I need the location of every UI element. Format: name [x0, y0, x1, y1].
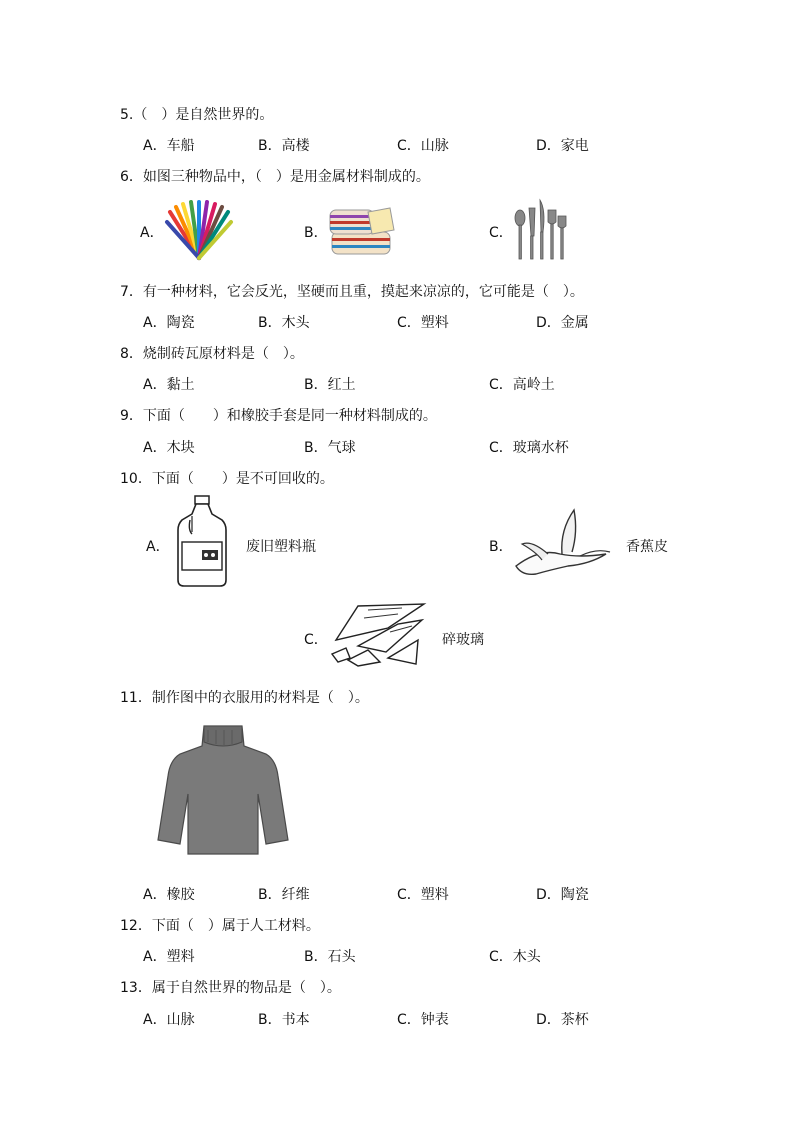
sweater-image: [154, 724, 292, 858]
plastic-bottle-image: [176, 494, 228, 590]
question-8-stem: 8．烧制砖瓦原材料是（ ）。: [120, 346, 304, 362]
q10-option-c[interactable]: C．: [304, 632, 328, 648]
question-11-stem: 11．制作图中的衣服用的材料是（ ）。: [120, 690, 369, 706]
q8-option-c[interactable]: C．高岭土: [489, 377, 555, 393]
broken-glass-image: [328, 600, 428, 670]
q7-option-a[interactable]: A．陶瓷: [143, 315, 195, 331]
q10-caption-c: 碎玻璃: [442, 632, 484, 648]
q6-option-a[interactable]: A．: [140, 225, 164, 241]
question-7-stem: 7．有一种材料，它会反光，坚硬而且重，摸起来凉凉的，它可能是（ ）。: [120, 284, 584, 300]
colored-pencils-image: [164, 200, 234, 262]
q10-option-a[interactable]: A．: [146, 539, 170, 555]
q12-option-c[interactable]: C．木头: [489, 949, 541, 965]
q13-option-a[interactable]: A．山脉: [143, 1012, 195, 1028]
q11-option-d[interactable]: D．陶瓷: [536, 887, 589, 903]
q7-option-d[interactable]: D．金属: [536, 315, 589, 331]
q10-caption-b: 香蕉皮: [626, 539, 668, 555]
q5-option-d[interactable]: D．家电: [536, 138, 589, 154]
q6-option-c[interactable]: C．: [489, 225, 513, 241]
q5-option-c[interactable]: C．山脉: [397, 138, 449, 154]
q12-option-a[interactable]: A．塑料: [143, 949, 195, 965]
q11-option-a[interactable]: A．橡胶: [143, 887, 195, 903]
q11-option-c[interactable]: C．塑料: [397, 887, 449, 903]
q5-option-a[interactable]: A．车船: [143, 138, 195, 154]
q10-caption-a: 废旧塑料瓶: [246, 539, 316, 555]
question-12-stem: 12．下面（ ）属于人工材料。: [120, 918, 320, 934]
question-6-stem: 6．如图三种物品中，（ ）是用金属材料制成的。: [120, 169, 430, 185]
q11-option-b[interactable]: B．纤维: [258, 887, 310, 903]
q6-option-b[interactable]: B．: [304, 225, 328, 241]
towels-image: [328, 202, 396, 258]
q12-option-b[interactable]: B．石头: [304, 949, 356, 965]
cutlery-image: [512, 196, 568, 262]
q13-option-b[interactable]: B．书本: [258, 1012, 310, 1028]
q9-option-a[interactable]: A．木块: [143, 440, 195, 456]
banana-peel-image: [510, 504, 614, 576]
q10-option-b[interactable]: B．: [489, 539, 513, 555]
q8-option-b[interactable]: B．红土: [304, 377, 356, 393]
q13-option-d[interactable]: D．茶杯: [536, 1012, 589, 1028]
q13-option-c[interactable]: C．钟表: [397, 1012, 449, 1028]
question-9-stem: 9．下面（ ）和橡胶手套是同一种材料制成的。: [120, 408, 437, 424]
question-5-stem: 5.（ ）是自然世界的。: [120, 107, 274, 123]
q8-option-a[interactable]: A．黏土: [143, 377, 195, 393]
q7-option-c[interactable]: C．塑料: [397, 315, 449, 331]
q9-option-c[interactable]: C．玻璃水杯: [489, 440, 569, 456]
question-10-stem: 10．下面（ ）是不可回收的。: [120, 471, 334, 487]
q5-option-b[interactable]: B．高楼: [258, 138, 310, 154]
q9-option-b[interactable]: B．气球: [304, 440, 356, 456]
q7-option-b[interactable]: B．木头: [258, 315, 310, 331]
question-13-stem: 13．属于自然世界的物品是（ ）。: [120, 980, 341, 996]
